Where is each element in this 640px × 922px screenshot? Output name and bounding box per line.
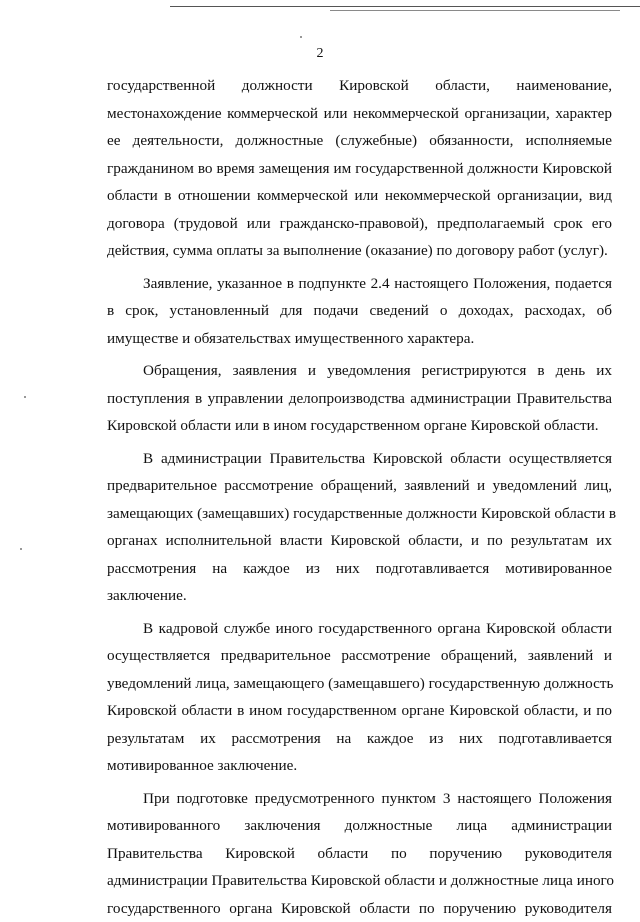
text-line: в срок, установленный для подачи сведений о доходах, расходах, об	[107, 297, 612, 325]
text-line: Обращения, заявления и уведомления регистрируются в день их	[107, 357, 612, 385]
text-line: Кировской области в ином государственном органе Кировской области, и по	[107, 697, 612, 725]
text-line: результатам их рассмотрения на каждое из них подготавливается	[107, 725, 612, 753]
text-line: уведомлений лица, замещающего (замещавшего) государственную должность	[107, 670, 612, 698]
text-line: администрации Правительства Кировской области и должностные лица иного	[107, 867, 612, 895]
paragraph-4	[107, 445, 612, 610]
text-line: области в отношении коммерческой или некоммерческой организации, вид	[107, 182, 612, 210]
text-line: действия, сумма оплаты за выполнение (оказание) по договору работ (услуг).	[107, 237, 612, 265]
text-line: гражданином во время замещения им государственной должности Кировской	[107, 155, 612, 183]
text-line: В кадровой службе иного государственного органа Кировской области	[107, 615, 612, 643]
page-number: 2	[0, 46, 640, 62]
text-line: В администрации Правительства Кировской области осуществляется	[107, 445, 612, 473]
text-line: мотивированного заключения должностные лица администрации	[107, 812, 612, 840]
text-line: местонахождение коммерческой или некоммерческой организации, характер	[107, 100, 612, 128]
document-body	[107, 72, 612, 922]
text-line: Кировской области или в ином государственном органе Кировской области.	[107, 412, 612, 440]
text-line: При подготовке предусмотренного пунктом 3 настоящего Положения	[107, 785, 612, 813]
scan-speck	[300, 36, 302, 38]
text-line: рассмотрения на каждое из них подготавливается мотивированное	[107, 555, 612, 583]
text-line: осуществляется предварительное рассмотрение обращений, заявлений и	[107, 642, 612, 670]
text-line: поступления в управлении делопроизводства администрации Правительства	[107, 385, 612, 413]
text-line: замещающих (замещавших) государственные должности Кировской области в	[107, 500, 612, 528]
scan-edge-line	[170, 6, 640, 7]
text-line: государственного органа Кировской области по поручению руководителя	[107, 895, 612, 922]
text-line: государственной должности Кировской области, наименование,	[107, 72, 612, 100]
text-line: органах исполнительной власти Кировской области, и по результатам их	[107, 527, 612, 555]
scan-edge-line-secondary	[330, 10, 620, 11]
text-line: Заявление, указанное в подпункте 2.4 настоящего Положения, подается	[107, 270, 612, 298]
paragraph-3	[107, 357, 612, 440]
scan-speck	[20, 548, 22, 550]
scan-speck	[24, 396, 26, 398]
text-line: заключение.	[107, 582, 612, 610]
text-line: мотивированное заключение.	[107, 752, 612, 780]
text-line: предварительное рассмотрение обращений, заявлений и уведомлений лиц,	[107, 472, 612, 500]
paragraph-2	[107, 270, 612, 353]
text-line: Правительства Кировской области по поручению руководителя	[107, 840, 612, 868]
text-line: ее деятельности, должностные (служебные) обязанности, исполняемые	[107, 127, 612, 155]
paragraph-1	[107, 72, 612, 265]
text-line: договора (трудовой или гражданско-правовой), предполагаемый срок его	[107, 210, 612, 238]
paragraph-5	[107, 615, 612, 780]
text-line: имуществе и обязательствах имущественного характера.	[107, 325, 612, 353]
paragraph-6	[107, 785, 612, 922]
